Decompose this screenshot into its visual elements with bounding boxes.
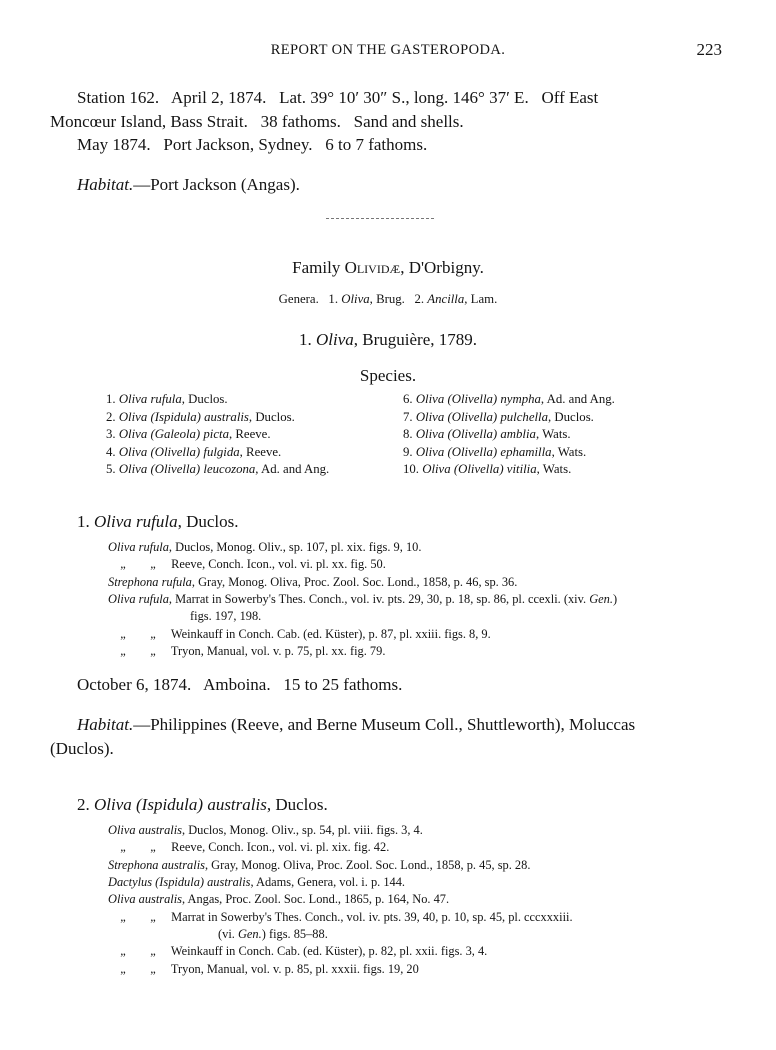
reference-line: [108, 891, 449, 908]
species-1-name: Oliva rufula: [94, 512, 178, 531]
ditto-mark: „: [120, 840, 126, 854]
ref-name: Dactylus (Ispidula) australis: [108, 875, 251, 889]
species-item: [403, 391, 615, 409]
ref-gen: Gen.: [237, 927, 262, 941]
species-author: , Reeve.: [239, 444, 282, 459]
station-line-2: Moncœur Island, Bass Strait. 38 fathoms. Sand and shells.: [50, 112, 464, 131]
species-author: , Ad. and Ang.: [255, 462, 330, 477]
ref-text: Weinkauff in Conch. Cab. (ed. Küster), p. 87, pl. xxiii. figs. 8, 9.: [170, 627, 491, 641]
ref-name: Strephona rufula: [108, 575, 192, 589]
ditto-mark: „: [120, 627, 126, 641]
station-line-1: Station 162. April 2, 1874. Lat. 39° 10′ 30″ S., long. 146° 37′ E. Off East: [77, 88, 599, 107]
species-author: , Duclos.: [548, 409, 594, 424]
ref-name: Oliva australis: [108, 892, 183, 906]
ref-text: , Gray, Monog. Oliva, Proc. Zool. Soc. Lond., 1858, p. 46, sp. 36.: [191, 575, 518, 589]
ditto-mark: „: [150, 944, 156, 958]
species-item: [403, 409, 615, 427]
habitat-label: Habitat.: [77, 715, 134, 734]
genus-heading-num: 1.: [298, 330, 312, 349]
reference-line: [108, 839, 389, 856]
genera-label: Genera.: [278, 292, 319, 306]
ditto-mark: „: [120, 910, 126, 924]
ref-text: Marrat in Sowerby's Thes. Conch., vol. iv. pts. 39, 40, p. 10, sp. 45, pl. cccxxxiii.: [171, 910, 573, 924]
species-1-heading: [77, 510, 239, 534]
species-author: , Wats.: [551, 444, 587, 459]
genus-2-name: Ancilla: [427, 292, 465, 306]
species-item: [403, 461, 615, 479]
ref-text: Tryon, Manual, vol. v. p. 85, pl. xxxii. figs. 19, 20: [170, 962, 419, 976]
genus-1-name: Oliva: [341, 292, 370, 306]
ref-gen: Gen.: [589, 592, 613, 606]
species-item: [106, 444, 329, 462]
ditto-mark: „: [150, 644, 156, 658]
reference-line: [108, 574, 517, 591]
ditto-mark: „: [120, 644, 126, 658]
ref-text: , Adams, Genera, vol. i. p. 144.: [250, 875, 406, 889]
species-num: 7.: [403, 409, 413, 424]
reference-line: [108, 539, 421, 556]
species-author: , Reeve.: [228, 427, 271, 442]
reference-line: [108, 822, 423, 839]
species-1-habitat-cont: (Duclos).: [50, 739, 114, 758]
genus-heading-author: , Bruguière, 1789.: [353, 330, 477, 349]
genus-2-author: , Lam.: [464, 292, 498, 306]
species-2-name: Oliva (Ispidula) australis: [94, 795, 267, 814]
running-title: REPORT ON THE GASTEROPODA.: [270, 42, 506, 58]
species-item: [106, 391, 329, 409]
species-num: 9.: [403, 444, 413, 459]
ditto-mark: „: [150, 627, 156, 641]
species-name: Oliva (Olivella) amblia: [415, 427, 536, 442]
ditto-mark: „: [150, 840, 156, 854]
reference-line: [108, 626, 491, 643]
ditto-mark: „: [120, 944, 126, 958]
ref-name: Oliva rufula: [108, 592, 169, 606]
ref-name: Strephona australis: [108, 858, 205, 872]
species-num: 4.: [106, 444, 116, 459]
species-1-habitat: [77, 713, 727, 737]
species-2-heading: [77, 793, 328, 817]
species-name: Oliva (Olivella) fulgida: [118, 444, 240, 459]
species-list-left: [106, 391, 329, 479]
species-num: 1.: [106, 392, 116, 406]
genus-1-num: 1.: [328, 292, 339, 306]
reference-line: [218, 926, 328, 943]
ditto-mark: „: [150, 557, 156, 571]
species-num: 2.: [106, 409, 116, 424]
ditto-mark: „: [120, 557, 126, 571]
page-number: 223: [696, 40, 722, 59]
ref-text: Weinkauff in Conch. Cab. (ed. Küster), p. 82, pl. xxii. figs. 3, 4.: [170, 944, 488, 958]
station-line-3: May 1874. Port Jackson, Sydney. 6 to 7 fathoms.: [77, 135, 428, 154]
species-item: [403, 426, 615, 444]
ref-text: , Marrat in Sowerby's Thes. Conch., vol. iv. pts. 29, 30, p. 18, sp. 86, pl. ccexli. (xiv.: [168, 592, 590, 606]
species-item: [403, 444, 615, 462]
ditto-mark: „: [120, 962, 126, 976]
species-author: , Wats.: [536, 462, 572, 477]
species-name: Oliva (Galeola) picta: [118, 427, 229, 442]
genus-heading-name: Oliva: [315, 330, 354, 349]
species-heading: Species.: [359, 366, 417, 385]
species-1-station: October 6, 1874. Amboina. 15 to 25 fathoms.: [77, 675, 403, 694]
species-num: 6.: [403, 392, 413, 406]
species-author: , Duclos.: [248, 409, 295, 424]
species-num: 3.: [106, 427, 116, 442]
ref-pre: (vi.: [218, 927, 238, 941]
species-name: Oliva (Olivella) vitilia: [422, 462, 537, 477]
species-author: , Ad. and Ang.: [540, 392, 615, 406]
family-author: , D'Orbigny.: [400, 258, 484, 277]
species-name: Oliva rufula: [118, 392, 182, 406]
species-2-author: , Duclos.: [266, 795, 328, 814]
species-num: 5.: [106, 462, 116, 477]
ref-name: Oliva australis: [108, 823, 183, 837]
genera-line: [0, 292, 776, 307]
species-1-num: 1.: [77, 512, 90, 531]
species-name: Oliva (Olivella) leucozona: [118, 462, 256, 477]
reference-line: [108, 556, 386, 573]
reference-line: [108, 943, 487, 960]
ditto-mark: „: [150, 962, 156, 976]
species-1-author: , Duclos.: [177, 512, 239, 531]
species-name: Oliva (Ispidula) australis: [118, 409, 249, 424]
reference-line: [108, 643, 385, 660]
species-name: Oliva (Olivella) pulchella: [415, 409, 549, 424]
species-name: Oliva (Olivella) nympha: [415, 392, 541, 406]
ref-text: Tryon, Manual, vol. v. p. 75, pl. xx. fig. 79.: [170, 644, 386, 658]
species-list-right: [403, 391, 615, 479]
genus-2-num: 2.: [414, 292, 425, 306]
species-author: , Duclos.: [181, 392, 228, 406]
species-item: [106, 409, 329, 427]
reference-line: [108, 591, 617, 608]
reference-line: [108, 909, 573, 926]
ref-text: Reeve, Conch. Icon., vol. vi. pl. xx. fig. 50.: [171, 557, 386, 571]
section-divider: [326, 218, 434, 219]
ref-tail: ): [612, 592, 618, 606]
species-item: [106, 426, 329, 444]
species-num: 8.: [403, 427, 413, 442]
family-heading: [0, 256, 776, 280]
family-prefix: Family: [292, 258, 345, 277]
reference-line: [108, 961, 419, 978]
habitat-port-jackson: [77, 173, 300, 197]
species-num: 10.: [403, 462, 419, 477]
species-2-num: 2.: [77, 795, 90, 814]
ref-text: , Duclos, Monog. Oliv., sp. 107, pl. xix. figs. 9, 10.: [168, 540, 422, 554]
species-name: Oliva (Olivella) ephamilla: [415, 444, 552, 459]
species-item: [106, 461, 329, 479]
genus-1-author: , Brug.: [369, 292, 405, 306]
ref-text: , Gray, Monog. Oliva, Proc. Zool. Soc. Lond., 1858, p. 45, sp. 28.: [204, 858, 531, 872]
reference-line: [190, 608, 261, 625]
ref-text: , Duclos, Monog. Oliv., sp. 54, pl. viii. figs. 3, 4.: [182, 823, 423, 837]
ref-text: ) figs. 85–88.: [261, 927, 328, 941]
ref-text: figs. 197, 198.: [190, 609, 262, 623]
reference-line: [108, 874, 405, 891]
habitat-text: —Philippines (Reeve, and Berne Museum Coll., Shuttleworth), Moluccas: [133, 715, 636, 734]
habitat-text: —Port Jackson (Angas).: [133, 175, 300, 194]
family-name: Olividæ: [344, 258, 401, 277]
genus-heading: [0, 328, 776, 352]
species-author: , Wats.: [535, 427, 571, 442]
ref-name: Oliva rufula: [108, 540, 169, 554]
habitat-label: Habitat.: [77, 175, 134, 194]
ref-text: Reeve, Conch. Icon., vol. vi. pl. xix. fig. 42.: [171, 840, 390, 854]
ditto-mark: „: [150, 910, 156, 924]
ref-text: , Angas, Proc. Zool. Soc. Lond., 1865, p. 164, No. 47.: [182, 892, 450, 906]
reference-line: [108, 857, 530, 874]
